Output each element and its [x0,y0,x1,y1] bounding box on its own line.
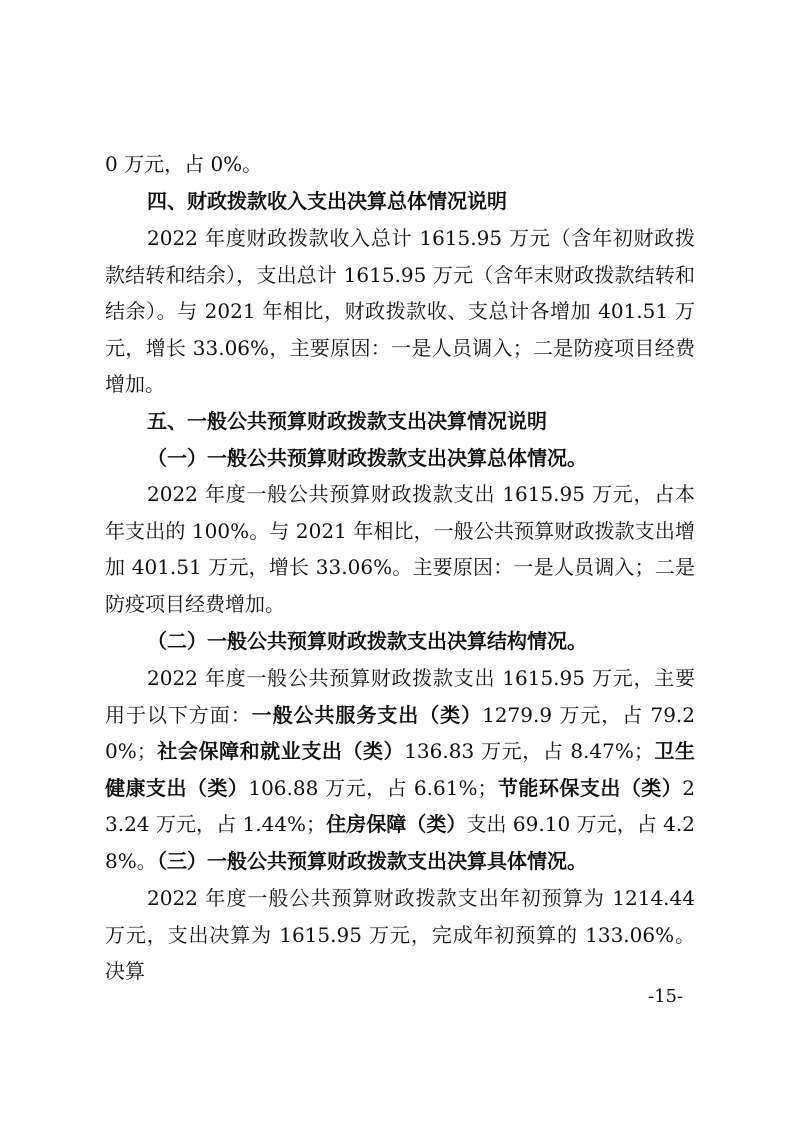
section-heading-4: 四、财政拨款收入支出决算总体情况说明 [147,189,507,213]
category-housing-value: 支出 69.10 万元，占 4.28%。 [105,812,695,873]
subheading-structure: （二）一般公共预算财政拨款支出决算结构情况。 [147,629,587,653]
category-social-security-value: 136.83 万元，占 8.47%； [404,739,654,763]
category-health-value: 106.88 万元，占 6.61%； [248,775,498,800]
category-health: 卫生健康支出（类） [105,739,696,800]
paragraph-expenditure-details: 2022 年度一般公共预算财政拨款支出年初预算为 1214.44 万元，支出决算为 1615.95 万元，完成年初预算的 133.06%。决算 [105,886,695,983]
category-social-security: 社会保障和就业支出（类） [156,739,405,763]
paragraph-fiscal-allocation-summary: 2022 年度财政拨款收入总计 1615.95 万元（含年初财政拨款结转和结余），支出总计 1615.95 万元（含年末财政拨款结转和结余）。与 2021 年相比，财政拨款收、支总计各增加 401.51 万元，增长 33.06%，主要原因：一是人员调入；二是防疫项目经费增加。 [105,226,695,396]
page-number: -15- [648,986,684,1007]
section-heading-5: 五、一般公共预算财政拨款支出决算情况说明 [147,409,547,433]
subheading-overall: （一）一般公共预算财政拨款支出决算总体情况。 [147,446,587,470]
category-housing: 住房保障（类） [326,812,467,836]
structure-intro: 2022 年度一般公共预算财政拨款支出 1615.95 万元，主要用于以下方面： [105,666,695,727]
subheading-details: （三）一般公共预算财政拨款支出决算具体情况。 [147,849,587,873]
paragraph-overall-expenditure: 2022 年度一般公共预算财政拨款支出 1615.95 万元，占本年支出的 100%。与 2021 年相比，一般公共预算财政拨款支出增加 401.51 万元，增长 33.06%。主要原因：一是人员调入；二是防疫项目经费增加。 [105,482,695,616]
category-energy-environment-value: 23.24 万元，占 1.44%； [105,775,695,836]
category-general-public-services: 一般公共服务支出（类） [251,702,483,727]
category-energy-environment: 节能环保支出（类） [497,775,683,800]
paragraph-continuation: 0 万元，占 0%。 [105,152,263,176]
category-general-public-services-value: 1279.9 万元，占 79.20%； [105,702,695,763]
